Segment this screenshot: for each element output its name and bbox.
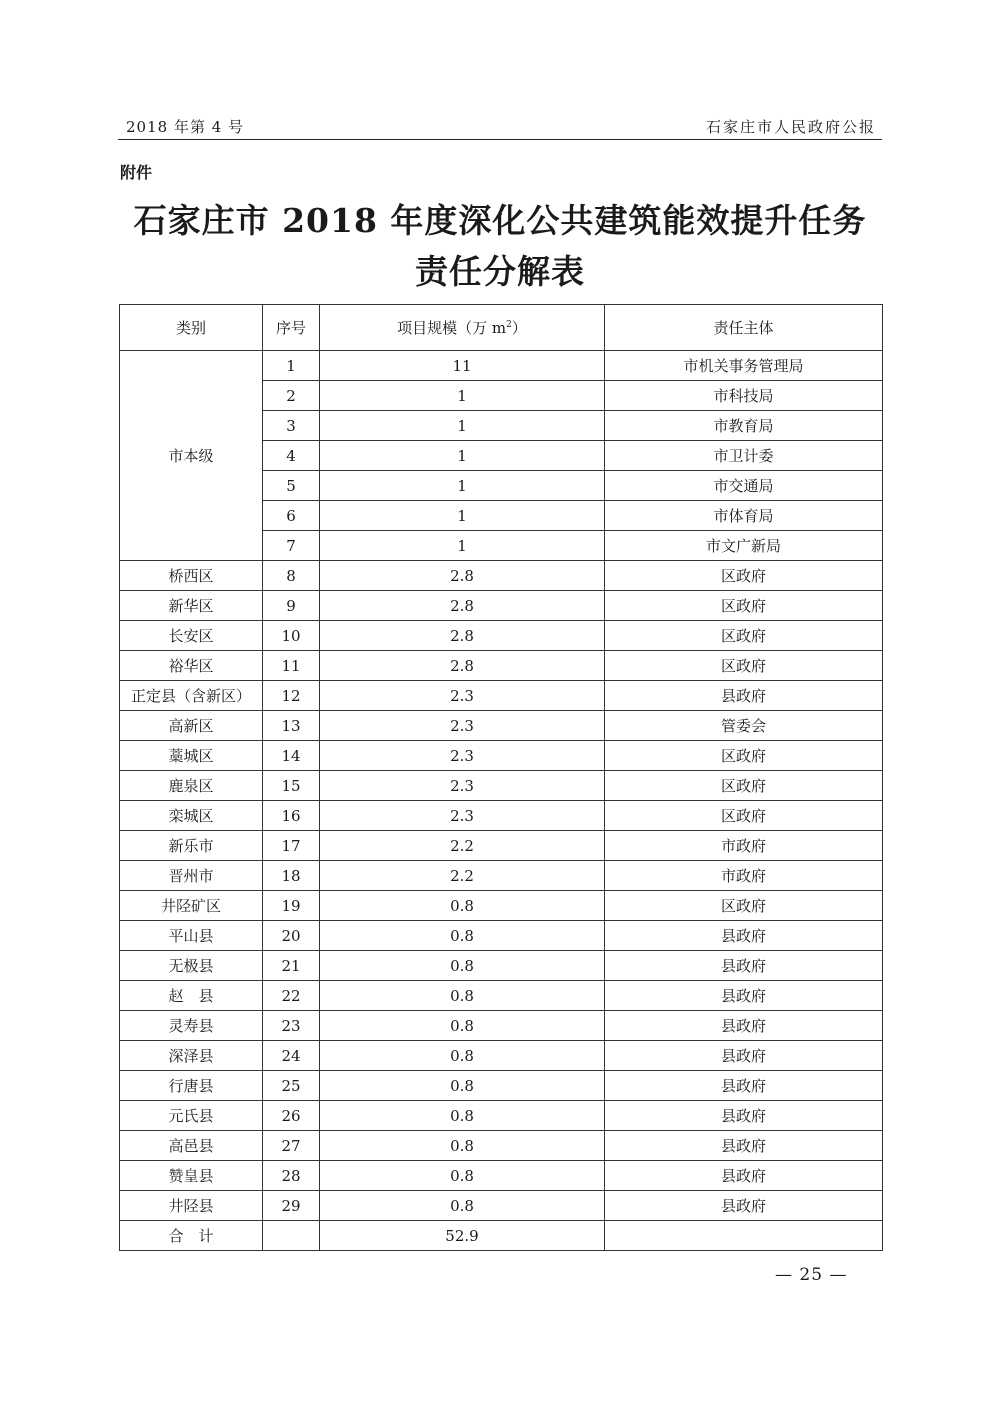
category-cell: 井陉县: [120, 1191, 263, 1221]
table-row: [120, 561, 883, 591]
responsible-cell: 县政府: [605, 1041, 883, 1071]
scale-cell: 2.3: [320, 711, 605, 741]
category-cell: 高邑县: [120, 1131, 263, 1161]
table-row: [120, 351, 883, 381]
category-cell: 正定县（含新区）: [120, 681, 263, 711]
table-row: [120, 1131, 883, 1161]
scale-cell: 11: [320, 351, 605, 381]
table-row: [120, 1071, 883, 1101]
category-cell: 无极县: [120, 951, 263, 981]
seq-cell: 22: [263, 981, 320, 1011]
responsible-cell: 管委会: [605, 711, 883, 741]
table-row: [120, 771, 883, 801]
scale-cell: 2.8: [320, 561, 605, 591]
scale-cell: 0.8: [320, 1191, 605, 1221]
category-cell: 赵 县: [120, 981, 263, 1011]
responsible-cell: 区政府: [605, 771, 883, 801]
responsible-cell: 市政府: [605, 861, 883, 891]
responsible-cell: 市交通局: [605, 471, 883, 501]
scale-cell: 1: [320, 501, 605, 531]
responsible-cell: 区政府: [605, 651, 883, 681]
document-title-line2: 责任分解表: [415, 252, 585, 291]
scale-cell: 0.8: [320, 1071, 605, 1101]
responsible-cell: 市机关事务管理局: [605, 351, 883, 381]
responsible-cell: 区政府: [605, 741, 883, 771]
seq-cell: 5: [263, 471, 320, 501]
category-cell: 桥西区: [120, 561, 263, 591]
col-header-scale-text: 项目规模（万 m: [397, 319, 507, 337]
scale-cell: 0.8: [320, 1041, 605, 1071]
responsible-cell: 区政府: [605, 801, 883, 831]
responsible-cell: 市教育局: [605, 411, 883, 441]
scale-cell: 2.2: [320, 831, 605, 861]
col-header-category: 类别: [120, 305, 263, 351]
table-row: [120, 591, 883, 621]
scale-cell: 2.8: [320, 651, 605, 681]
publication-name: 石家庄市人民政府公报: [705, 118, 876, 136]
responsible-cell: 县政府: [605, 1131, 883, 1161]
responsible-cell: 县政府: [605, 1191, 883, 1221]
responsible-cell: 县政府: [605, 1101, 883, 1131]
scale-cell: 1: [320, 441, 605, 471]
category-cell: 藁城区: [120, 741, 263, 771]
category-cell: 平山县: [120, 921, 263, 951]
scale-cell: 2.3: [320, 681, 605, 711]
scale-cell: 0.8: [320, 951, 605, 981]
seq-cell: 1: [263, 351, 320, 381]
seq-cell: 27: [263, 1131, 320, 1161]
seq-cell: 2: [263, 381, 320, 411]
header-divider: [118, 139, 882, 140]
seq-cell: 21: [263, 951, 320, 981]
issue-label: 2018 年第 4 号: [126, 118, 245, 136]
seq-cell: 8: [263, 561, 320, 591]
table-row: [120, 651, 883, 681]
seq-cell: 9: [263, 591, 320, 621]
scale-cell: 2.3: [320, 741, 605, 771]
scale-cell: 1: [320, 381, 605, 411]
responsible-cell: 市科技局: [605, 381, 883, 411]
col-header-seq: 序号: [263, 305, 320, 351]
scale-cell: 2.8: [320, 621, 605, 651]
scale-cell: 0.8: [320, 921, 605, 951]
scale-cell: 0.8: [320, 1101, 605, 1131]
table-row: [120, 1041, 883, 1071]
total-label-cell: 合 计: [120, 1221, 263, 1251]
table-row: [120, 621, 883, 651]
table-row: [120, 1191, 883, 1221]
table-row: [120, 891, 883, 921]
table-row: [120, 1011, 883, 1041]
table-row: [120, 831, 883, 861]
responsible-cell: 区政府: [605, 561, 883, 591]
category-cell: 鹿泉区: [120, 771, 263, 801]
page-number: — 25 —: [775, 1265, 848, 1285]
category-cell: 新华区: [120, 591, 263, 621]
scale-cell: 2.8: [320, 591, 605, 621]
category-cell: 灵寿县: [120, 1011, 263, 1041]
category-cell: 市本级: [120, 351, 263, 561]
scale-cell: 0.8: [320, 1011, 605, 1041]
responsible-cell: 市卫计委: [605, 441, 883, 471]
seq-cell: 16: [263, 801, 320, 831]
seq-cell: 7: [263, 531, 320, 561]
category-cell: 高新区: [120, 711, 263, 741]
seq-cell: 17: [263, 831, 320, 861]
category-cell: 元氏县: [120, 1101, 263, 1131]
seq-cell: 18: [263, 861, 320, 891]
seq-cell: 25: [263, 1071, 320, 1101]
scale-cell: 2.3: [320, 771, 605, 801]
scale-cell: 2.3: [320, 801, 605, 831]
table-row: [120, 1161, 883, 1191]
seq-cell: 11: [263, 651, 320, 681]
responsible-cell: 市政府: [605, 831, 883, 861]
attachment-label: 附件: [120, 163, 153, 182]
col-header-scale: [320, 305, 605, 351]
category-cell: 新乐市: [120, 831, 263, 861]
responsible-cell: 市体育局: [605, 501, 883, 531]
table-row: [120, 711, 883, 741]
seq-cell: 3: [263, 411, 320, 441]
table-body: [120, 351, 883, 1251]
seq-cell: 26: [263, 1101, 320, 1131]
responsible-cell: 县政府: [605, 981, 883, 1011]
total-row: [120, 1221, 883, 1251]
responsible-cell: 县政府: [605, 681, 883, 711]
seq-cell: 14: [263, 741, 320, 771]
table-header-row: [120, 305, 883, 351]
category-cell: 赞皇县: [120, 1161, 263, 1191]
category-cell: 长安区: [120, 621, 263, 651]
seq-cell: 19: [263, 891, 320, 921]
seq-cell: 24: [263, 1041, 320, 1071]
scale-cell: 0.8: [320, 891, 605, 921]
seq-cell: 10: [263, 621, 320, 651]
seq-cell: 12: [263, 681, 320, 711]
scale-cell: 1: [320, 471, 605, 501]
responsible-cell: 县政府: [605, 1161, 883, 1191]
table-row: [120, 741, 883, 771]
scale-cell: 1: [320, 411, 605, 441]
page-header: [118, 116, 882, 140]
responsible-cell: 区政府: [605, 591, 883, 621]
responsible-cell: 区政府: [605, 621, 883, 651]
col-header-scale-suffix: ）: [511, 319, 527, 337]
responsible-cell: 县政府: [605, 951, 883, 981]
total-seq-cell: [263, 1221, 320, 1251]
scale-cell: 2.2: [320, 861, 605, 891]
col-header-scale-sup: 2: [506, 320, 512, 330]
table-row: [120, 1101, 883, 1131]
seq-cell: 23: [263, 1011, 320, 1041]
responsible-cell: 县政府: [605, 1011, 883, 1041]
category-cell: 晋州市: [120, 861, 263, 891]
scale-cell: 1: [320, 531, 605, 561]
category-cell: 井陉矿区: [120, 891, 263, 921]
task-table: [119, 304, 883, 1251]
category-cell: 裕华区: [120, 651, 263, 681]
scale-cell: 0.8: [320, 1131, 605, 1161]
seq-cell: 6: [263, 501, 320, 531]
seq-cell: 4: [263, 441, 320, 471]
col-header-responsible: 责任主体: [605, 305, 883, 351]
table-row: [120, 981, 883, 1011]
responsible-cell: 县政府: [605, 921, 883, 951]
table-row: [120, 681, 883, 711]
category-cell: 行唐县: [120, 1071, 263, 1101]
document-title-line1: 石家庄市 2018 年度深化公共建筑能效提升任务: [133, 201, 867, 240]
category-cell: 深泽县: [120, 1041, 263, 1071]
total-responsible-cell: [605, 1221, 883, 1251]
seq-cell: 15: [263, 771, 320, 801]
seq-cell: 13: [263, 711, 320, 741]
scale-cell: 0.8: [320, 1161, 605, 1191]
responsible-cell: 区政府: [605, 891, 883, 921]
category-cell: 栾城区: [120, 801, 263, 831]
table-row: [120, 921, 883, 951]
seq-cell: 28: [263, 1161, 320, 1191]
table-row: [120, 861, 883, 891]
responsible-cell: 县政府: [605, 1071, 883, 1101]
responsible-cell: 市文广新局: [605, 531, 883, 561]
seq-cell: 20: [263, 921, 320, 951]
scale-cell: 0.8: [320, 981, 605, 1011]
table-row: [120, 951, 883, 981]
total-scale-cell: 52.9: [320, 1221, 605, 1251]
table-row: [120, 801, 883, 831]
seq-cell: 29: [263, 1191, 320, 1221]
